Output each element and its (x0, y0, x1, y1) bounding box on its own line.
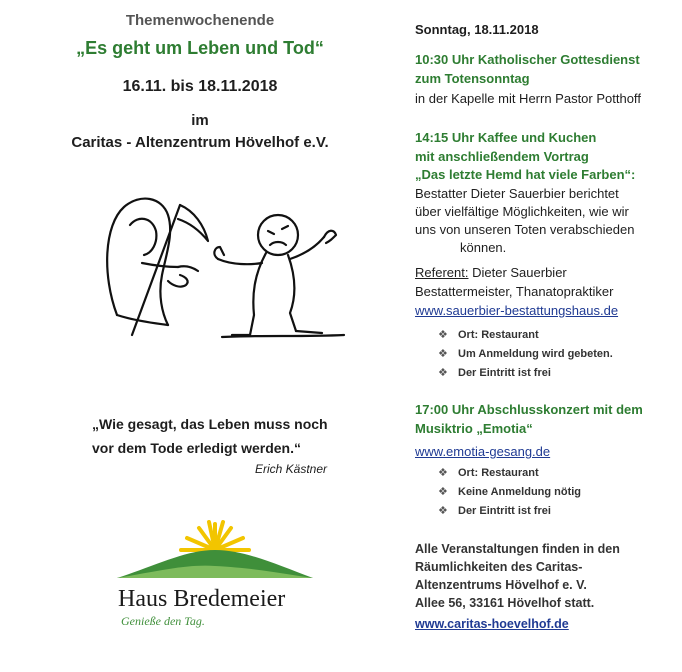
event-venue: Caritas - Altenzentrum Hövelhof e.V. (71, 134, 329, 151)
event2-desc-4: können. (460, 240, 507, 255)
quote-line-2: vor dem Tode erledigt werden.“ (92, 440, 302, 456)
logo-tagline: Genieße den Tag. (121, 614, 205, 628)
event2-line3: „Das letzte Hemd hat viele Farben“: (415, 167, 636, 182)
diamond-bullet-icon: ❖ (438, 329, 448, 341)
footer-line-3: Altenzentrums Hövelhof e. V. (415, 578, 587, 592)
event-title: „Es geht um Leben und Tod“ (76, 38, 324, 58)
event1-line1: 10:30 Uhr Katholischer Gottesdienst (415, 52, 640, 67)
event2-line1: 14:15 Uhr Kaffee und Kuchen (415, 130, 597, 145)
caritas-link[interactable]: www.caritas-hoevelhof.de (415, 617, 569, 631)
diamond-bullet-icon: ❖ (438, 348, 448, 360)
footer-line-2: Räumlichkeiten des Caritas- (415, 560, 583, 574)
list-item: ❖ Ort: Restaurant (438, 464, 581, 483)
event2-desc-1: Bestatter Dieter Sauerbier berichtet (415, 186, 619, 201)
event3-bullets (438, 464, 581, 521)
haus-bredemeier-logo-icon (115, 520, 315, 582)
event-kicker: Themenwochenende (125, 12, 275, 29)
reaper-illustration (82, 185, 352, 345)
list-item: ❖ Ort: Restaurant (438, 326, 613, 345)
diamond-bullet-icon: ❖ (438, 467, 448, 479)
referent-name: Dieter Sauerbier (468, 265, 567, 280)
list-item: ❖ Der Eintritt ist frei (438, 502, 581, 521)
event2-referent (415, 265, 567, 280)
event2-description (415, 185, 634, 257)
footer-line-1: Alle Veranstaltungen finden in den (415, 542, 620, 556)
event-dates: 16.11. bis 18.11.2018 (122, 78, 278, 95)
event1-desc: in der Kapelle mit Herrn Pastor Potthoff (415, 91, 641, 106)
referent-label: Referent: (415, 265, 469, 280)
quote-line-1: „Wie gesagt, das Leben muss noch (92, 416, 328, 432)
event2-bullets (438, 326, 613, 383)
event3-line2: Musiktrio „Emotia“ (415, 421, 533, 436)
event2-desc-3: uns von unseren Toten verabschieden (415, 222, 635, 237)
footer-line-4: Allee 56, 33161 Hövelhof statt. (415, 596, 595, 610)
diamond-bullet-icon: ❖ (438, 486, 448, 498)
diamond-bullet-icon: ❖ (438, 367, 448, 379)
quote-author: Erich Kästner (255, 462, 328, 476)
diamond-bullet-icon: ❖ (438, 505, 448, 517)
emotia-link[interactable]: www.emotia-gesang.de (415, 444, 551, 459)
list-item: ❖ Keine Anmeldung nötig (438, 483, 581, 502)
quote (92, 412, 328, 460)
list-item: ❖ Der Eintritt ist frei (438, 364, 613, 383)
event2-desc-2: über vielfältige Möglichkeiten, wie wir (415, 204, 629, 219)
list-item: ❖ Um Anmeldung wird gebeten. (438, 345, 613, 364)
event1-line2: zum Totensonntag (415, 71, 530, 86)
sauerbier-link[interactable]: www.sauerbier-bestattungshaus.de (415, 303, 619, 318)
program-date: Sonntag, 18.11.2018 (415, 22, 539, 37)
event3-line1: 17:00 Uhr Abschlusskonzert mit dem (415, 402, 643, 417)
event2-referent-title: Bestattermeister, Thanatopraktiker (415, 284, 614, 299)
logo-name: Haus Bredemeier (118, 586, 286, 612)
footer-info (415, 540, 620, 612)
event-im: im (191, 112, 209, 129)
event2-line2: mit anschließendem Vortrag (415, 149, 589, 164)
